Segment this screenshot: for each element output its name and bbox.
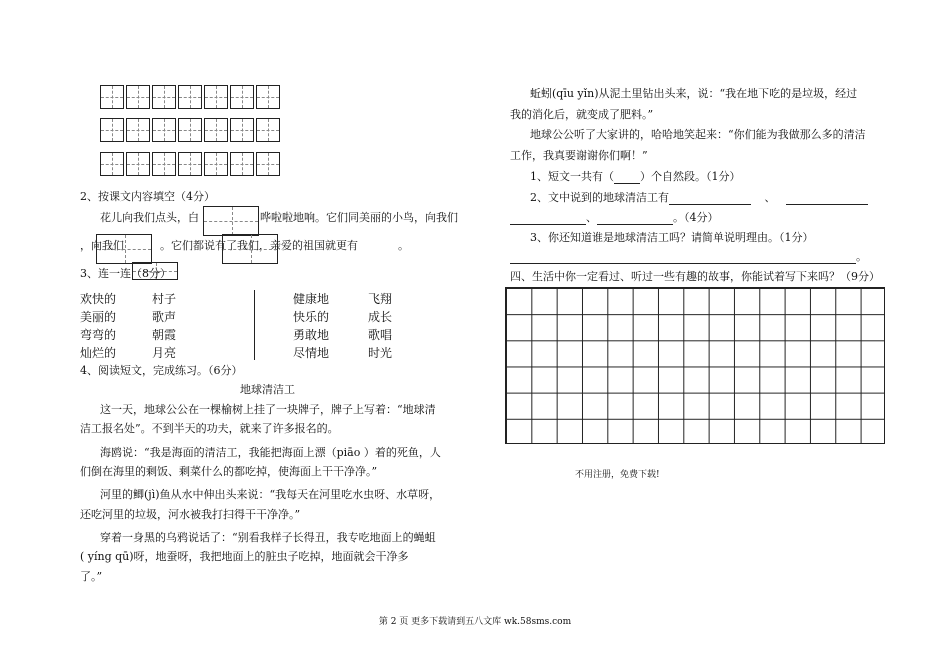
match-left-target-1[interactable]: 村子 [152,292,177,306]
writing-grid-row-3[interactable] [100,152,282,176]
question-1 [530,168,741,184]
question-2-blank-2[interactable] [786,194,868,205]
question-2-blank-1[interactable] [669,194,751,205]
question-3-blank[interactable] [510,253,856,264]
free-download-note: 不用注册，免费下载! [575,470,660,480]
answer-box-2[interactable] [96,234,152,264]
match-left-word-3[interactable]: 弯弯的 [80,328,117,342]
match-left-word-2[interactable]: 美丽的 [80,310,117,324]
match-right-target-2[interactable]: 成长 [368,310,393,324]
section-2-title: 2、按课文内容填空（4分） [80,190,215,203]
story-continuation-line: 蚯蚓(qīu yǐn)从泥土里钻出头来，说：“我在地下吃的是垃圾，经过 [530,87,858,100]
story-line: 河里的鲫(jì)鱼从水中伸出头来说：“我每天在河里吃水虫呀、水草呀， [100,488,441,501]
section-4-title: 4、阅读短文，完成练习。（6分） [80,364,243,377]
fill-line-1-part-b: 哗啦啦地响。它们同美丽的小鸟，向我们 [260,211,458,224]
question-2-sep-1: 、 [764,191,776,204]
section-3-title: 3、连一连（8分） [80,267,171,280]
story-line: 这一天，地球公公在一棵榆树上挂了一块牌子，牌子上写着：“地球清 [100,403,436,416]
question-2-blank-4[interactable] [597,214,673,225]
fill-line-2-part-b: 。它们都说有了我们，亲爱的祖国就更有 [160,239,358,252]
question-2-points: 。（4分） [673,211,719,224]
story-line: ( yíng qū)呀，地蚕呀，我把地面上的脏虫子吃掉，地面就会干净多 [80,550,409,563]
match-right-word-2[interactable]: 快乐的 [293,310,330,324]
match-right-word-1[interactable]: 健康地 [293,292,330,306]
story-line: 海鸥说：“我是海面的清洁工，我能把海面上漂（piāo ）着的死鱼，人 [100,446,441,459]
story-line: 穿着一身黑的乌鸦说话了：“别看我样子长得丑，我专吃地面上的蝇蛆 [100,531,436,544]
question-1-text-b: ）个自然段。（1分） [640,170,741,183]
answer-box-3[interactable] [222,234,278,264]
match-right-target-3[interactable]: 歌唱 [368,328,393,342]
section-four-title: 四、生活中你一定看过、听过一些有趣的故事，你能试着写下来吗？（9分） [510,270,880,283]
match-right-word-3[interactable]: 勇敢地 [293,328,330,342]
story-continuation-line: 我的消化后，就变成了肥料。” [510,108,654,121]
question-2-sep-2: 、 [586,211,597,224]
match-divider [254,290,255,360]
match-right-target-1[interactable]: 飞翔 [368,292,393,306]
question-1-blank[interactable] [614,173,640,184]
question-1-text-a: 1、短文一共有（ [530,170,614,183]
story-continuation-line: 地球公公听了大家讲的，哈哈地笑起来：“你们能为我做那么多的清洁 [530,128,866,141]
match-left-target-3[interactable]: 朝霞 [152,328,177,342]
question-2-text: 2、文中说到的地球清洁工有 [530,191,669,204]
question-2-blank-3[interactable] [510,214,586,225]
answer-box-1[interactable] [203,206,259,236]
story-line: 还吃河里的垃圾，河水被我打扫得干干净净。” [80,508,301,521]
question-3-answer-line [510,248,867,264]
fill-line-2-part-a: ，向我们 [80,239,124,252]
question-3-end: 。 [856,250,867,263]
match-right-target-4[interactable]: 时光 [368,346,393,360]
story-title: 地球清洁工 [240,383,295,396]
fill-line-1-part-a: 花儿向我们点头，白 [100,211,199,224]
question-3: 3、你还知道谁是地球清洁工吗？请简单说明理由。（1分） [530,231,814,244]
fill-line-2-part-c: 。 [398,239,409,252]
story-line: 洁工报名处”。不到半天的功夫，就来了许多报名的。 [80,422,339,435]
writing-grid-row-1[interactable] [100,85,282,109]
writing-grid-row-2[interactable] [100,118,282,142]
match-left-target-2[interactable]: 歌声 [152,310,177,324]
match-left-word-1[interactable]: 欢快的 [80,292,117,306]
match-left-word-4[interactable]: 灿烂的 [80,346,117,360]
story-line: 了。” [80,570,103,583]
story-line: 们倒在海里的剩饭、剩菜什么的都吃掉，使海面上干干净净。” [80,465,378,478]
page-footer: 第 2 页 更多下载请到五八文库 wk.58sms.com [378,617,572,627]
match-right-word-4[interactable]: 尽情地 [293,346,330,360]
question-2-cont [510,209,719,225]
match-left-target-4[interactable]: 月亮 [152,346,177,360]
composition-grid[interactable] [505,287,885,444]
story-continuation-line: 工作，我真要谢谢你们啊！” [510,149,648,162]
question-2 [530,189,868,205]
